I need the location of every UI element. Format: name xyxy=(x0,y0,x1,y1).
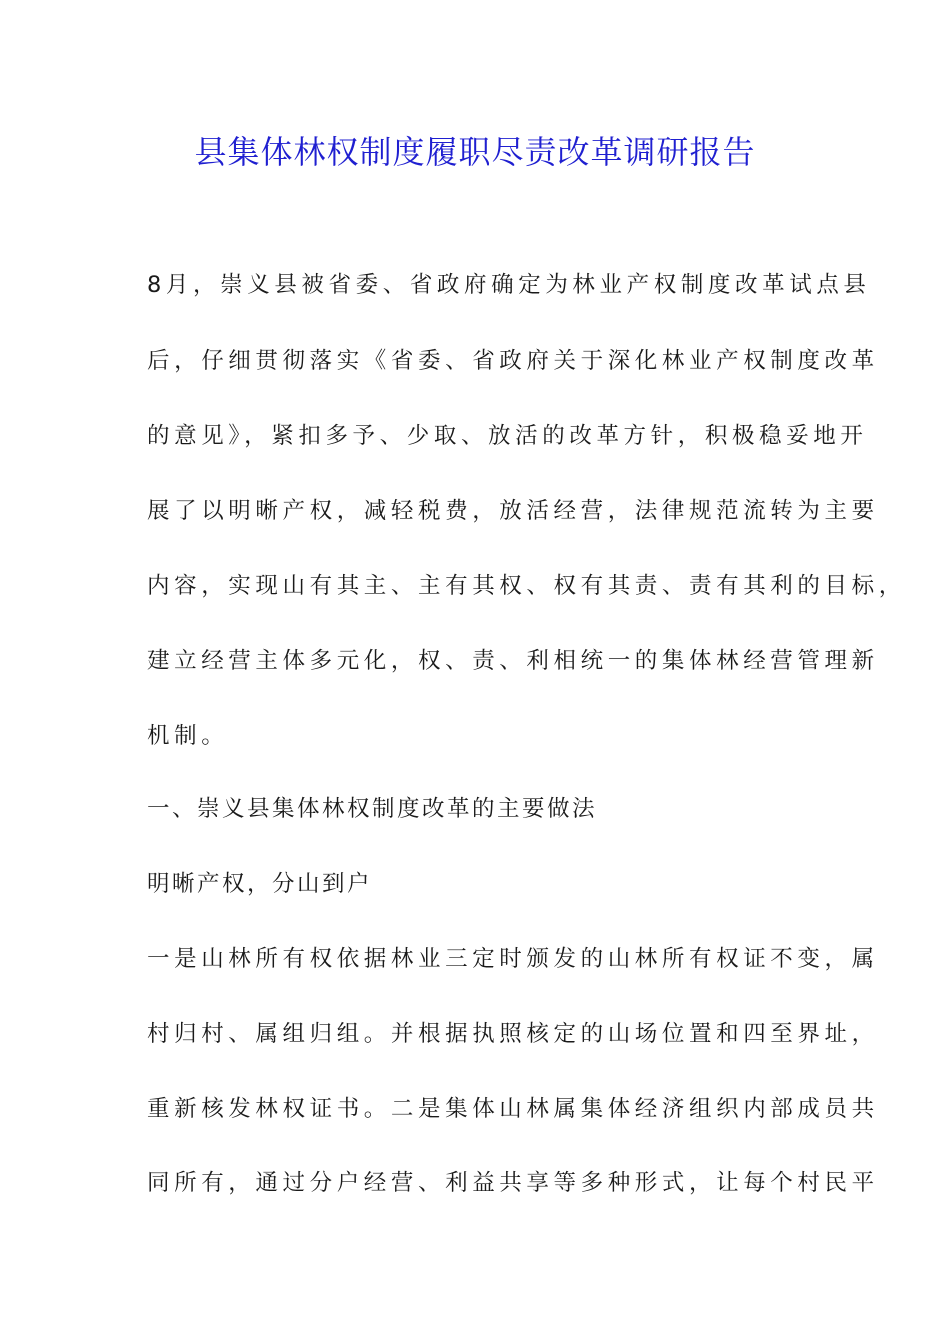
paragraph-line: 同所有，通过分户经营、利益共享等多种形式，让每个村民平 xyxy=(147,1170,879,1196)
paragraph-line: 展了以明晰产权，减轻税费，放活经营，法律规范流转为主要 xyxy=(147,498,879,524)
paragraph-line: 村归村、属组归组。并根据执照核定的山场位置和四至界址， xyxy=(147,1021,879,1047)
paragraph-line: 重新核发林权证书。二是集体山林属集体经济组织内部成员共 xyxy=(147,1096,879,1122)
subsection-heading: 明晰产权，分山到户 xyxy=(147,871,373,897)
paragraph-line: 机制。 xyxy=(147,723,229,749)
paragraph-line: 后，仔细贯彻落实《省委、省政府关于深化林业产权制度改革 xyxy=(147,348,879,374)
paragraph-line: 内容，实现山有其主、主有其权、权有其责、责有其利的目标， xyxy=(147,573,906,599)
paragraph-line: 建立经营主体多元化，权、责、利相统一的集体林经营管理新 xyxy=(147,648,879,674)
section-heading: 一、崇义县集体林权制度改革的主要做法 xyxy=(147,796,598,822)
paragraph-line: 的意见》，紧扣多予、少取、放活的改革方针，积极稳妥地开 xyxy=(147,423,868,449)
document-title: 县集体林权制度履职尽责改革调研报告 xyxy=(194,133,756,171)
paragraph-line: 一是山林所有权依据林业三定时颁发的山林所有权证不变，属 xyxy=(147,946,879,972)
paragraph-line: 8月，崇义县被省委、省政府确定为林业产权制度改革试点县 xyxy=(147,272,871,298)
